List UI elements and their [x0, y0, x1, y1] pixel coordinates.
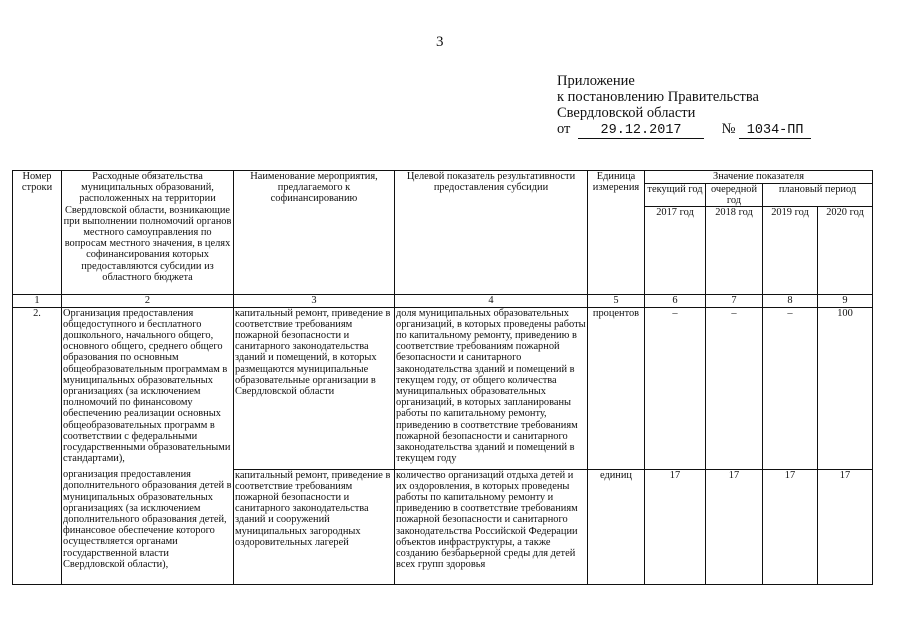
col-number-6: 6 [645, 295, 706, 307]
value-schools-2020: 100 [818, 307, 873, 469]
col-number-7: 7 [706, 295, 763, 307]
obligation-additional-education: организация предоставления дополнительного образования детей в муниципальных образовательных организациях (за исключением дополнительного образования детей, финансовое обеспечение которого осуществляется органами государственной власти Свердловской области), [62, 469, 234, 584]
unit-camps: единиц [588, 469, 645, 584]
header-value-group: Значение показателя [645, 171, 873, 184]
header-indicator: Целевой показатель результативности предоставления субсидии [395, 171, 588, 295]
appendix-title: Приложение [557, 73, 635, 89]
subsidy-table [12, 170, 873, 585]
appendix-decree: к постановлению Правительства [557, 89, 759, 105]
value-schools-2019: – [763, 307, 818, 469]
col-number-8: 8 [763, 295, 818, 307]
row-number: 2. [13, 307, 62, 584]
decree-number: 1034-ПП [739, 124, 811, 139]
value-schools-2018: – [706, 307, 763, 469]
header-measure: Наименование мероприятия, предлагаемого к софинансированию [234, 171, 395, 295]
value-schools-2017: – [645, 307, 706, 469]
number-prefix: № [721, 121, 736, 137]
date-prefix: от [557, 121, 571, 137]
col-number-4: 4 [395, 295, 588, 307]
header-row-number: Номер строки [13, 171, 62, 295]
indicator-camps: количество организаций отдыха детей и их оздоровления, в которых проведены работы по капитальному ремонту и приведению в соответствие требованиям пожарной безопасности и санитарного законодательства Российской Федерации объектов инфраструктуры, а также созданию безбарьерной среды для детей всех групп здоровья [395, 469, 588, 584]
header-year-2017: 2017 год [645, 207, 706, 295]
appendix-region: Свердловской области [557, 105, 696, 121]
header-current-year: текущий год [645, 184, 706, 207]
value-camps-2019: 17 [763, 469, 818, 584]
unit-schools: процентов [588, 307, 645, 469]
decree-date: 29.12.2017 [578, 124, 704, 139]
col-number-9: 9 [818, 295, 873, 307]
col-number-1: 1 [13, 295, 62, 307]
header-year-2020: 2020 год [818, 207, 873, 295]
header-year-2019: 2019 год [763, 207, 818, 295]
header-next-year: очередной год [706, 184, 763, 207]
appendix-header [557, 73, 811, 139]
col-number-2: 2 [62, 295, 234, 307]
value-camps-2018: 17 [706, 469, 763, 584]
obligation-general-education: Организация предоставления общедоступного и бесплатного дошкольного, начального общего, основного общего, среднего общего образования по основным общеобразовательным программам в муниципальных образовательных организациях (за исключением полномочий по финансовому обеспечению реализации основных общеобразовательных программ в соответствии с федеральными государственными образовательными стандартами), [62, 307, 234, 469]
header-obligations: Расходные обязательства муниципальных образований, расположенных на территории Свердловской области, возникающие при выполнении полномочий органов местного самоуправления по вопросам местного значения, в целях софинансирования которых предоставляются субсидии из областного бюджета [62, 171, 234, 295]
col-number-3: 3 [234, 295, 395, 307]
header-planned-period: плановый период [763, 184, 873, 207]
measure-camps: капитальный ремонт, приведение в соответствие требованиям пожарной безопасности и санитарного законодательства зданий и сооружений муниципальных загородных оздоровительных лагерей [234, 469, 395, 584]
col-number-5: 5 [588, 295, 645, 307]
page-number: 3 [436, 34, 444, 50]
header-year-2018: 2018 год [706, 207, 763, 295]
appendix-date-line [557, 121, 811, 139]
value-camps-2017: 17 [645, 469, 706, 584]
indicator-schools: доля муниципальных образовательных организаций, в которых проведены работы по капитальному ремонту, приведению в соответствие требованиям пожарной безопасности и санитарного законодательства зданий и помещений в текущем году, от общего количества муниципальных образовательных организаций, в которых запланированы работы по капитальному ремонту, приведению в соответствие требованиям пожарной безопасности и санитарного законодательства зданий и помещений в текущем году [395, 307, 588, 469]
value-camps-2020: 17 [818, 469, 873, 584]
header-unit: Единица измерения [588, 171, 645, 295]
measure-schools: капитальный ремонт, приведение в соответствие требованиям пожарной безопасности и санитарного законодательства зданий и помещений, в которых размещаются муниципальные образовательные организации в Свердловской области [234, 307, 395, 469]
